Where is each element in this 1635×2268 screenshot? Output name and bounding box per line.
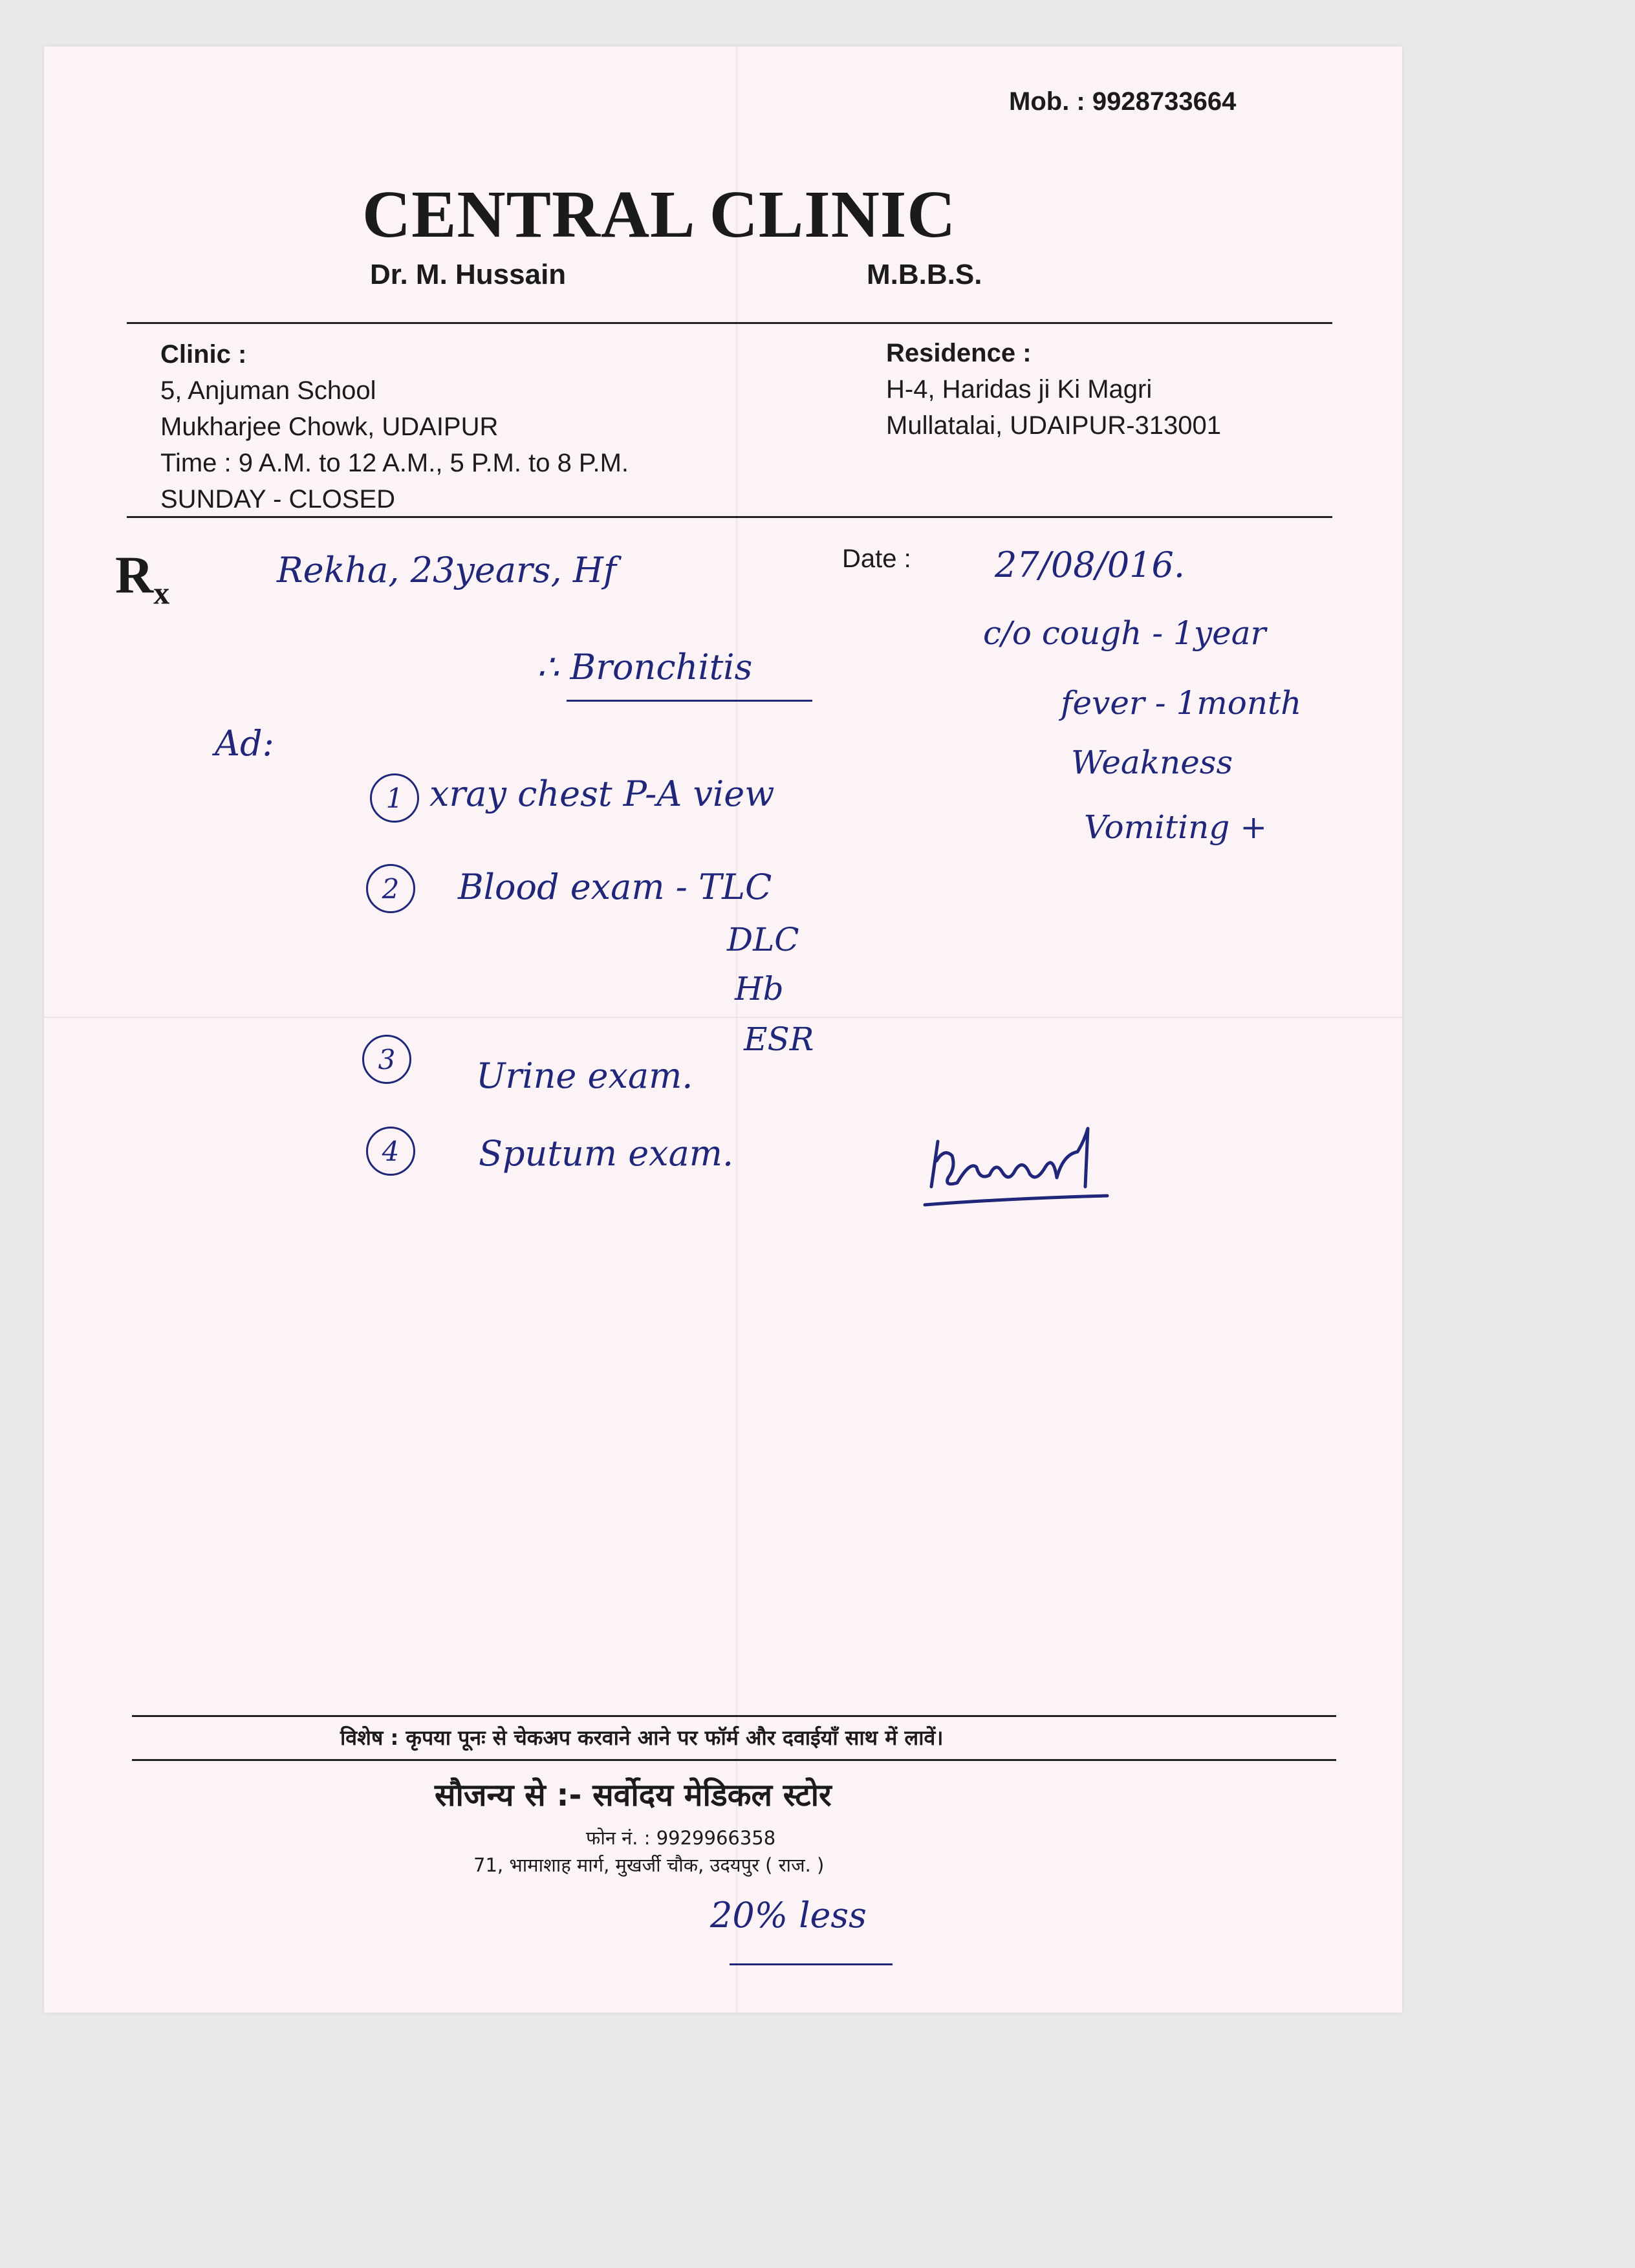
blood-test: DLC [727, 921, 799, 958]
clinic-timing: Time : 9 A.M. to 12 A.M., 5 P.M. to 8 P.M. [160, 449, 629, 477]
store-address: 71, भामाशाह मार्ग, मुखर्जी चौक, उदयपुर ( राज. ) [473, 1854, 825, 1876]
discount-note: 20% less [710, 1895, 867, 1936]
discount-underline [730, 1963, 893, 1965]
rx-symbol: $R_x$ [115, 545, 170, 611]
date-label: Date : [842, 545, 911, 573]
clinic-address [160, 336, 629, 517]
patient-details: Rekha, 23years, Hf [277, 550, 616, 590]
clinic-line: Mukharjee Chowk, UDAIPUR [160, 413, 499, 441]
paper-fold-horizontal [44, 1017, 1402, 1018]
footer-rule-top [132, 1715, 1336, 1717]
complaint: Vomiting + [1084, 808, 1268, 846]
advice-item: xray chest P-A view [429, 773, 775, 814]
prescription-date: 27/08/016. [995, 545, 1186, 585]
complaint: fever - 1month [1061, 684, 1302, 722]
complaint: c/o cough - 1year [983, 614, 1266, 652]
advice-number: 2 [366, 864, 415, 913]
header-rule [127, 322, 1332, 324]
advice-item: Sputum exam. [479, 1133, 734, 1174]
advice-number: 1 [370, 773, 419, 823]
footer-note: विशेष : कृपया पूनः से चेकअप करवाने आने पर फॉर्म और दवाईयाँ साथ में लावें। [340, 1725, 944, 1750]
clinic-closed-day: SUNDAY - CLOSED [160, 485, 396, 513]
mobile-number: Mob. : 9928733664 [1009, 87, 1237, 116]
clinic-name: CENTRAL CLINIC [362, 177, 957, 252]
diagnosis: ∴ Bronchitis [537, 647, 753, 687]
doctor-degree: M.B.B.S. [867, 259, 982, 290]
address-rule [127, 516, 1332, 518]
advice-label: Ad: [215, 723, 274, 764]
clinic-line: 5, Anjuman School [160, 376, 376, 405]
residence-heading: Residence : [886, 339, 1032, 367]
residence-address [886, 335, 1221, 444]
residence-line: Mullatalai, UDAIPUR-313001 [886, 411, 1222, 440]
complaint: Weakness [1071, 744, 1233, 781]
diagnosis-underline [567, 700, 812, 702]
advice-number: 4 [366, 1127, 415, 1176]
clinic-heading: Clinic : [160, 340, 247, 369]
residence-line: H-4, Haridas ji Ki Magri [886, 375, 1153, 404]
blood-test: Hb [735, 970, 784, 1008]
store-phone: फोन नं. : 9929966358 [586, 1827, 776, 1849]
advice-item: Urine exam. [476, 1055, 693, 1096]
advice-number: 3 [362, 1035, 411, 1084]
advice-item: Blood exam - TLC [458, 867, 772, 907]
blood-test: ESR [744, 1021, 814, 1058]
paper-fold-vertical [736, 47, 737, 2013]
doctor-name: Dr. M. Hussain [370, 259, 567, 290]
footer-rule-bottom [132, 1759, 1336, 1761]
sponsor-store: सौजन्य से :- सर्वोदय मेडिकल स्टोर [435, 1777, 832, 1813]
doctor-signature [918, 1116, 1112, 1226]
